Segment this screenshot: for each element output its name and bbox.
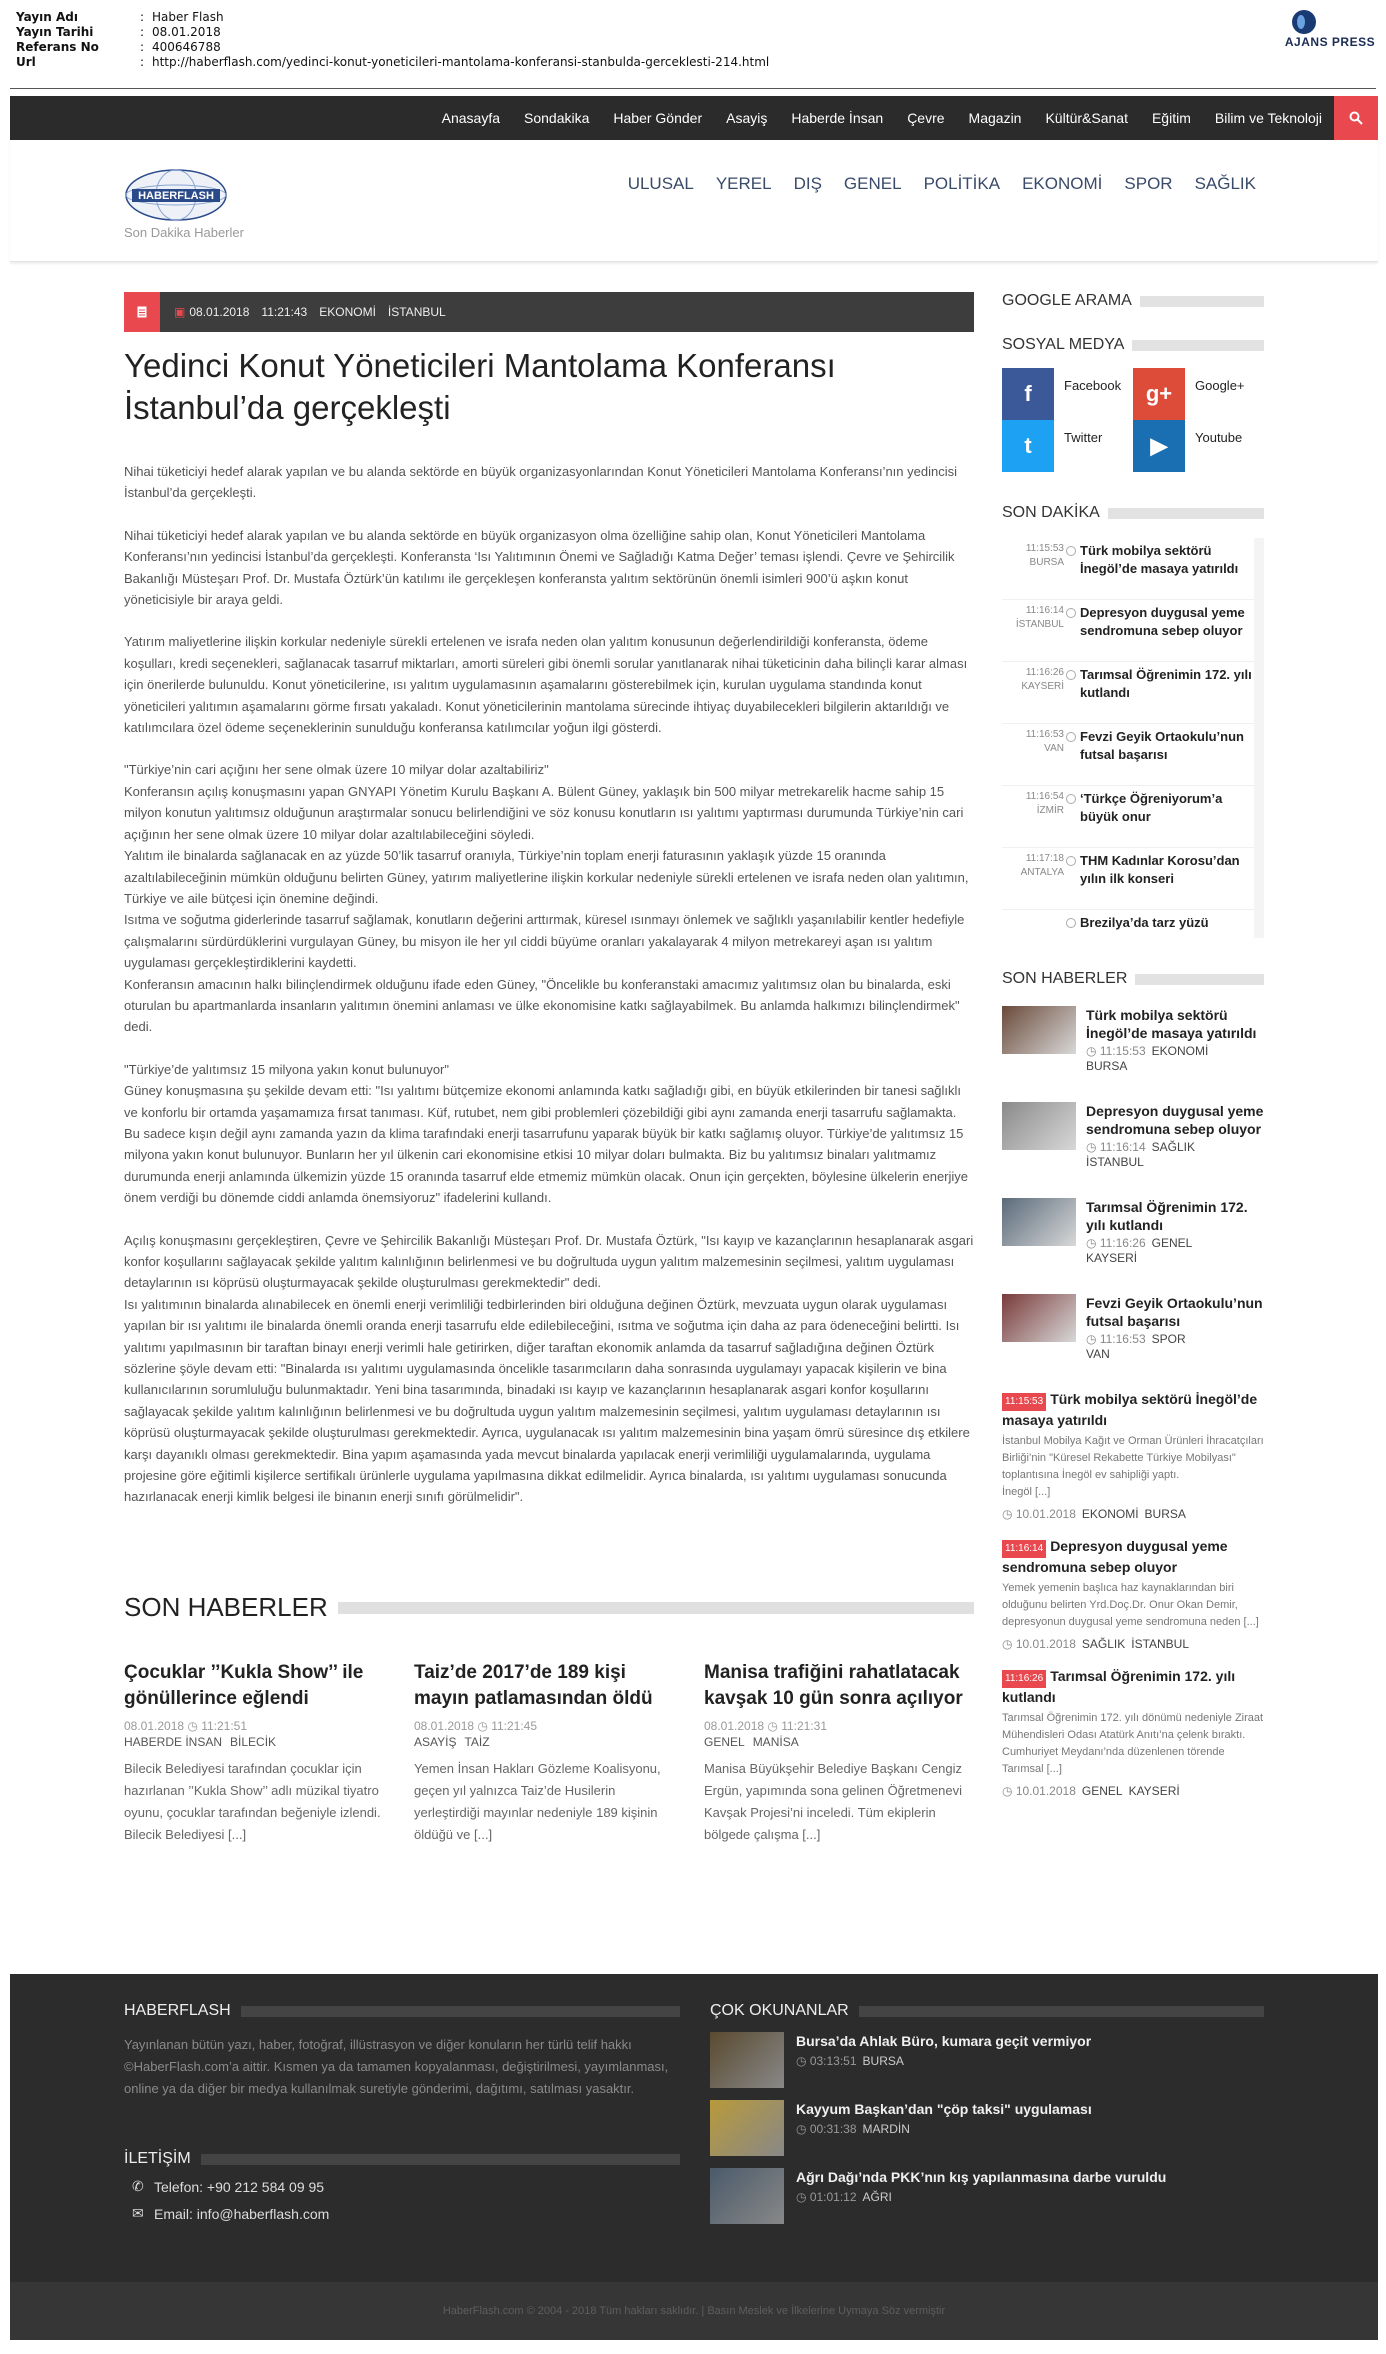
clock-icon: ◷: [1086, 1044, 1100, 1058]
card-date: 10.01.2018: [1015, 1784, 1076, 1798]
news-title[interactable]: Çocuklar ’’Kukla Show’’ ile gönüllerince eğlendi: [124, 1662, 364, 1709]
side-news-card[interactable]: [1002, 1667, 1264, 1798]
nav-item[interactable]: Haber Gönder: [613, 110, 703, 126]
social-link-youtube[interactable]: [1133, 420, 1264, 472]
side-news-category[interactable]: SPOR: [1151, 1332, 1186, 1346]
card-title[interactable]: Tarımsal Öğrenimin 172. yılı kutlandı: [1002, 1668, 1236, 1705]
side-news-time: 11:16:14: [1099, 1140, 1146, 1154]
clock-icon: ◷: [764, 1719, 782, 1733]
phone-icon: ✆: [132, 2178, 144, 2194]
widget-title: GOOGLE ARAMA: [1002, 292, 1132, 309]
meta-row: Yayın Adı : Haber Flash: [16, 10, 224, 24]
footer-contact: [124, 2150, 680, 2222]
side-news-item[interactable]: [1002, 1006, 1264, 1086]
article-city[interactable]: İSTANBUL: [387, 305, 446, 319]
card-date: 10.01.2018: [1015, 1637, 1076, 1651]
son-dakika-item[interactable]: [1002, 848, 1254, 910]
side-news-time: 11:16:26: [1099, 1236, 1146, 1250]
category-link[interactable]: SPOR: [1124, 174, 1173, 193]
clock-icon: ◷: [1086, 1236, 1100, 1250]
side-news-city[interactable]: VAN: [1086, 1347, 1110, 1361]
nav-item[interactable]: Haberde İnsan: [791, 110, 884, 126]
facebook-icon: f: [1002, 368, 1054, 420]
side-news-meta: [1086, 1236, 1264, 1266]
news-time: 11:21:45: [491, 1719, 538, 1733]
category-link[interactable]: POLİTİKA: [923, 174, 1001, 193]
side-news-time: 11:16:53: [1099, 1332, 1146, 1346]
article-category[interactable]: EKONOMİ: [319, 305, 376, 319]
news-card[interactable]: [124, 1660, 394, 1846]
category-link[interactable]: YEREL: [715, 174, 772, 193]
popular-city[interactable]: AĞRI: [862, 2190, 892, 2204]
social-label: Twitter: [1064, 430, 1103, 445]
card-time-badge: 11:16:26: [1002, 1670, 1046, 1688]
google-plus-icon: g+: [1133, 368, 1185, 420]
side-news-city[interactable]: KAYSERİ: [1086, 1251, 1138, 1265]
card-heading[interactable]: [1002, 1537, 1264, 1576]
card-category[interactable]: SAĞLIK: [1081, 1637, 1126, 1651]
news-category[interactable]: ASAYİŞ: [414, 1735, 457, 1749]
news-meta: [124, 1718, 394, 1750]
ajans-press-logo: [1280, 10, 1380, 49]
dakika-time: 11:17:18: [1025, 853, 1064, 864]
news-city[interactable]: TAİZ: [464, 1735, 490, 1749]
card-time-badge: 11:16:14: [1002, 1540, 1046, 1558]
card-desc: Yemek yemenin başlıca haz kaynaklarından biri olduğunu belirten Yrd.Doç.Dr. Onur Okan Demir, depresyonun duygusal yeme sendromuna neden [...]: [1002, 1582, 1259, 1628]
article-paragraph: "Türkiye’de yalıtımsız 15 milyona yakın konut bulunuyor" Güney konuşmasına şu şekilde devam etti: "Isı yalıtımı bütçemize ekonomi anlamında katkı sağladığı gibi, en büyük etkilerinden bir tanesi sağlıklı ve konforlu bir ortamda yaşamamıza fırsat tanıması. Küf, rutubet, nem gibi problemleri çözebildiği gibi aynı zamanda enerji tasarrufu sağlamakta. Bu sadece kışın değil aynı zamanda yazın da klima tarafındaki enerji tasarrufunu yaparak büyük bir katkı sağlamış oluyor. Türkiye’de yalıtımsız 15 milyona yakın konut bulunuyor. Bunların her yıl ülkenin cari ekonomisine etkisi 10 milyar doları bulmakta. Biz bu yalıtımsız binaları yalıtmamız durumunda enerji anlamında ülkemizin yüzde 15 oranında tasarruf elde etmemiz mümkün olacak. Onun için gerçekten, böylesine ülkelerin enerjiye önem verdiği bu dönemde ciddi anlamda önemsiyoruz" ifadelerini kullandı.: [124, 1061, 969, 1206]
clock-icon: ◷: [796, 2190, 810, 2204]
side-news-text: [1086, 1006, 1264, 1086]
meta-row: Url : http://haberflash.com/yedinci-konut-yoneticileri-mantolama-konferansi-stanbulda-gerceklesti-214.html: [16, 55, 770, 69]
haberflash-logo[interactable]: [124, 168, 228, 222]
news-desc: Yemen İnsan Hakları Gözleme Koalisyonu, geçen yıl yalnızca Taiz’de Husilerin yerleştirdiği mayınlar nedeniyle 189 kişinin öldüğü ve [...]: [414, 1761, 661, 1842]
son-dakika-item[interactable]: [1002, 786, 1254, 848]
nav-item[interactable]: Magazin: [968, 110, 1022, 126]
article-paragraph: Nihai tüketiciyi hedef alarak yapılan ve bu alanda sektörde en büyük organizasyonlarından Konut Yöneticileri Mantolama Konferansı’nın yedincisi İstanbul’da gerçekleşti.: [124, 464, 957, 501]
dakika-time: 11:16:14: [1025, 605, 1064, 616]
ajans-logo-icon: [1292, 10, 1316, 34]
ajans-logo-text: AJANS PRESS: [1284, 35, 1376, 49]
dakika-city: İSTANBUL: [1015, 619, 1064, 630]
divider: [10, 88, 1376, 89]
meta-url[interactable]: http://haberflash.com/yedinci-konut-yoneticileri-mantolama-konferansi-stanbulda-gerceklesti-214.html: [152, 55, 770, 69]
calendar-icon: ▣: [174, 305, 186, 319]
news-category[interactable]: GENEL: [704, 1735, 745, 1749]
category-link[interactable]: SAĞLIK: [1194, 174, 1256, 193]
footer: [10, 1974, 1378, 2282]
site-subtitle: Son Dakika Haberler: [124, 225, 244, 240]
meta-key: Yayın Adı: [16, 10, 78, 24]
footer-popular: [710, 2002, 1264, 2224]
card-meta: [1002, 1784, 1264, 1798]
social-link-twitter[interactable]: [1002, 420, 1133, 472]
category-link[interactable]: DIŞ: [793, 174, 822, 193]
social-label: Youtube: [1195, 430, 1243, 445]
side-news-card[interactable]: [1002, 1537, 1264, 1651]
side-news-category[interactable]: EKONOMİ: [1151, 1044, 1209, 1058]
clock-icon: ◷: [1002, 1637, 1016, 1651]
dakika-city: BURSA: [1029, 557, 1064, 568]
popular-thumbnail[interactable]: [710, 2032, 784, 2088]
son-haberler-heading: [124, 1592, 974, 1623]
son-dakika-item[interactable]: [1002, 662, 1254, 724]
footer-about-text: Yayınlanan bütün yazı, haber, fotoğraf, illüstrasyon ve diğer konuların her türlü telif hakkı ©HaberFlash.com’a aittir. Kısmen ya da tamamen kopyalanması, değiştirilmesi, yayımlanması, online ya da diğer bir medya kullanılmak suretiyle gönderimi, dağıtımı, satılması yasaktır.: [124, 2037, 669, 2096]
scrollbar[interactable]: [1254, 538, 1264, 938]
main-nav: [10, 96, 1378, 140]
popular-title[interactable]: Bursa’da Ahlak Büro, kumara geçit vermiyor: [796, 2033, 1092, 2049]
dakika-meta: [1002, 852, 1072, 905]
popular-time: 00:31:38: [809, 2122, 857, 2136]
popular-city[interactable]: MARDİN: [862, 2122, 910, 2136]
footer-title: ÇOK OKUNANLAR: [710, 2002, 849, 2019]
card-category[interactable]: EKONOMİ: [1081, 1507, 1139, 1521]
side-news-category[interactable]: GENEL: [1151, 1236, 1193, 1250]
news-title[interactable]: Taiz’de 2017’de 189 kişi mayın patlamasından öldü: [414, 1662, 653, 1709]
meta-value: 400646788: [152, 40, 221, 54]
meta-row: Referans No : 400646788: [16, 40, 221, 54]
side-news-meta: [1086, 1140, 1264, 1170]
news-meta: [704, 1718, 974, 1750]
dakika-city: VAN: [1044, 743, 1064, 754]
popular-city[interactable]: BURSA: [862, 2054, 904, 2068]
son-dakika-item[interactable]: [1002, 600, 1254, 662]
popular-time: 01:01:12: [809, 2190, 857, 2204]
card-time-badge: 11:15:53: [1002, 1393, 1046, 1411]
popular-thumbnail[interactable]: [710, 2100, 784, 2156]
side-news-title[interactable]: Türk mobilya sektörü İnegöl’de masaya yatırıldı: [1086, 1007, 1257, 1041]
card-title[interactable]: Depresyon duygusal yeme sendromuna sebep oluyor: [1002, 1538, 1228, 1575]
footer-title: HABERFLASH: [124, 2002, 231, 2019]
meta-key: Referans No: [16, 40, 99, 54]
side-news-city[interactable]: İSTANBUL: [1086, 1155, 1144, 1169]
google-search-widget: [1002, 290, 1264, 312]
publication-meta: [16, 10, 769, 70]
dakika-time: 11:16:54: [1025, 791, 1064, 802]
footer-title: İLETİŞİM: [124, 2150, 191, 2167]
widget-title: SON DAKİKA: [1002, 504, 1100, 521]
side-news-item[interactable]: [1002, 1102, 1264, 1182]
side-news-title[interactable]: Tarımsal Öğrenimin 172. yılı kutlandı: [1086, 1199, 1248, 1233]
clock-icon: ◷: [1002, 1784, 1016, 1798]
popular-item[interactable]: [710, 2100, 1264, 2156]
copyright: HaberFlash.com © 2004 - 2018 Tüm hakları saklıdır. | Basın Meslek ve İlkelerine Uymaya Söz vermiştir: [10, 2282, 1378, 2340]
card-city[interactable]: KAYSERİ: [1128, 1784, 1180, 1798]
nav-items: [418, 96, 1322, 140]
card-title[interactable]: Türk mobilya sektörü İnegöl’de masaya yatırıldı: [1002, 1391, 1258, 1428]
nav-item[interactable]: Eğitim: [1151, 110, 1191, 126]
news-category[interactable]: HABERDE İNSAN: [124, 1735, 223, 1749]
dakika-title[interactable]: THM Kadınlar Korosu’dan yılın ilk konseri: [1072, 852, 1254, 905]
news-desc: Manisa Büyükşehir Belediye Başkanı Cengiz Ergün, yapımında sona gelinen Öğretmenevi Kavşak Projesi’ni inceledi. Tüm ekiplerin bölgede çalışma [...]: [704, 1761, 962, 1842]
popular-item[interactable]: [710, 2032, 1264, 2088]
clock-icon: ◷: [474, 1719, 492, 1733]
nav-item[interactable]: Anasayfa: [441, 110, 500, 126]
widget-title: SON HABERLER: [1002, 970, 1128, 987]
side-news-time: 11:15:53: [1099, 1044, 1146, 1058]
card-desc: İstanbul Mobilya Kağıt ve Orman Ürünleri İhracatçıları Birliği’nin "Küresel Rekabette Türkiye Mobilyası" toplantısına İnegöl ev sahipliği yaptı. İnegöl [...]: [1002, 1435, 1264, 1498]
social-link-facebook[interactable]: [1002, 368, 1133, 420]
side-news-text: [1086, 1102, 1264, 1182]
popular-title[interactable]: Ağrı Dağı’nda PKK’nın kış yapılanmasına darbe vuruldu: [796, 2169, 1167, 2185]
card-city[interactable]: İSTANBUL: [1131, 1637, 1190, 1651]
card-date: 10.01.2018: [1015, 1507, 1076, 1521]
nav-item[interactable]: Kültür&Sanat: [1045, 110, 1128, 126]
popular-time: 03:13:51: [809, 2054, 857, 2068]
dakika-title[interactable]: ‘Türkçe Öğreniyorum’a büyük onur: [1072, 790, 1254, 843]
twitter-icon: t: [1002, 420, 1054, 472]
news-city[interactable]: BİLECİK: [230, 1735, 277, 1749]
article-date: 08.01.2018: [189, 305, 250, 319]
clock-icon: ◷: [796, 2122, 810, 2136]
nav-item[interactable]: Sondakika: [524, 110, 590, 126]
dakika-meta: [1002, 914, 1072, 938]
dakika-meta: [1002, 604, 1072, 657]
card-heading[interactable]: [1002, 1667, 1264, 1706]
article-title: Yedinci Konut Yöneticileri Mantolama Konferansı İstanbul’da gerçekleşti: [124, 347, 836, 426]
side-news-text: [1086, 1294, 1264, 1374]
article-time: 11:21:43: [261, 305, 308, 319]
card-desc: Tarımsal Öğrenimin 172. yılı dönümü nedeniyle Ziraat Mühendisleri Odası Atatürk Anıtı’na çelenk bıraktı. Cumhuriyet Meydanı’nda düzenlenen törende Tarımsal [...]: [1002, 1712, 1264, 1775]
youtube-icon: ▶: [1133, 420, 1185, 472]
card-category[interactable]: GENEL: [1081, 1784, 1123, 1798]
side-news-item[interactable]: [1002, 1294, 1264, 1374]
widget-title: SOSYAL MEDYA: [1002, 336, 1125, 353]
footer-about: [124, 2002, 680, 2100]
popular-thumbnail[interactable]: [710, 2168, 784, 2224]
social-label: Facebook: [1064, 378, 1122, 393]
popular-meta: [796, 2190, 1166, 2204]
son-haberler-cards: [1002, 1390, 1264, 1798]
meta-value: 08.01.2018: [152, 25, 221, 39]
clock-icon: ◷: [1086, 1332, 1100, 1346]
popular-text: [796, 2032, 1091, 2088]
category-link[interactable]: ULUSAL: [627, 174, 694, 193]
news-desc: Bilecik Belediyesi tarafından çocuklar için hazırlanan ’’Kukla Show’’ adlı müzikal tiyatro oyunu, çocuklar tarafından beğeniyle izlendi. Bilecik Belediyesi [...]: [124, 1761, 381, 1842]
social-label: Google+: [1195, 378, 1245, 393]
article-paragraph: Açılış konuşmasını gerçekleştiren, Çevre ve Şehircilik Bakanlığı Müsteşarı Prof. Dr. Mustafa Öztürk, "Isı kayıp ve kazançlarının hesaplanarak asgari konfor koşullarını sağlayacak şekilde yalıtım kalınlığının belirlenmesi ve bu doğrultuda uygun yalıtım malzemesinin seçilmesi, yalıtım uygulaması detaylarının ısı köprüsü oluşturmayacak şekilde oluşturulması gerekmektedir" dedi. Isı yalıtımının binalarda alınabilecek en önemli enerji verimliliği tedbirlerinden biri olduğuna değinen Öztürk, mevzuata uygun olarak uygulaması yapılan bir ısı yalıtımı ile binalarda önemli oranda enerji tasarrufu elde edilebileceğini, ısıtma ve soğutma için daha az para ödeneceğini belirtti. Isı yalıtımı yapılmasının bir taraftan binayı enerji verimli hale getirirken, diğer taraftan ekonomik anlamda da tasarruf sağladığına değinen Öztürk sözlerine şöyle devam etti: "Binalarda ısı yalıtımı uygulamasında öncelikle tasarımcıların daha sonrasında uygulamayı yapacak kişilerin ve bina kullanıcılarının sorumluluğu bulunmaktadır. Yeni bina tasarımında, binadaki ısı kayıp ve kazançlarının hesaplanarak asgari konfor koşullarını sağlayacak şekilde yalıtım kalınlığının belirlenmesi ve bu doğrultuda uygun yalıtım malzemesinin seçilmesi, yalıtım uygulaması detaylarının ısı köprüsü oluşturmayacak şekilde oluşturulması gerekmektedir. Ayrıca, uygulanacak ısı yalıtım malzemesinin bina yaşam ömrü süresince dış etkilere karşı dayanıklı olması gerekmektedir. Bina yapım aşamasında yada mevcut binalarda yapılacak enerji verimliliği uygulamalarında, uygulama projesine göre eğitimli kişilerce sertifikalı ürünlerle uygulama yapılmasına dikkat edilmelidir. Ayrıca binalarda, ısı yalıtımı uygulaması sonucunda hazırlanacak enerji kimlik belgesi ile binanın enerji sınıfı görülmelidir".: [124, 1232, 974, 1505]
side-news-title[interactable]: Depresyon duygusal yeme sendromuna sebep oluyor: [1086, 1103, 1264, 1137]
dakika-time: 11:16:53: [1025, 729, 1064, 740]
card-meta: [1002, 1507, 1264, 1521]
article-meta-bar: [124, 292, 974, 332]
clock-icon: ◷: [796, 2054, 810, 2068]
dakika-meta: [1002, 790, 1072, 843]
article-meta: [174, 305, 458, 319]
dakika-meta: [1002, 728, 1072, 781]
dakika-city: ANTALYA: [1020, 867, 1064, 878]
nav-item[interactable]: Asayiş: [726, 110, 768, 126]
meta-key: Yayın Tarihi: [16, 25, 94, 39]
news-date: 08.01.2018: [124, 1719, 185, 1733]
social-link-google-plus[interactable]: [1133, 368, 1264, 420]
news-card[interactable]: [704, 1660, 974, 1846]
dakika-title[interactable]: Türk mobilya sektörü İnegöl’de masaya yatırıldı: [1072, 542, 1254, 595]
nav-item[interactable]: Bilim ve Teknoloji: [1214, 110, 1322, 126]
dakika-meta: [1002, 542, 1072, 595]
popular-title[interactable]: Kayyum Başkan’dan "çöp taksi" uygulaması: [796, 2101, 1092, 2117]
popular-list: [710, 2032, 1264, 2224]
clock-icon: ◷: [184, 1719, 202, 1733]
card-meta: [1002, 1637, 1264, 1651]
news-thumbnail[interactable]: [1002, 1294, 1076, 1342]
category-link[interactable]: GENEL: [843, 174, 902, 193]
logo-text: HABERFLASH: [138, 190, 214, 202]
meta-value: Haber Flash: [152, 10, 224, 24]
news-card[interactable]: [414, 1660, 684, 1846]
card-city[interactable]: BURSA: [1144, 1507, 1186, 1521]
clock-icon: ◷: [1002, 1507, 1016, 1521]
search-icon: [1349, 111, 1363, 125]
news-thumbnail[interactable]: [1002, 1006, 1076, 1054]
category-link[interactable]: EKONOMİ: [1022, 174, 1103, 193]
side-news-item[interactable]: [1002, 1198, 1264, 1278]
side-news-card[interactable]: [1002, 1390, 1264, 1521]
side-news-category[interactable]: SAĞLIK: [1151, 1140, 1195, 1154]
dakika-title[interactable]: Brezilya’da tarz yüzü: [1072, 914, 1254, 938]
side-news-city[interactable]: BURSA: [1086, 1059, 1128, 1073]
meta-key: Url: [16, 55, 36, 69]
nav-item[interactable]: Çevre: [907, 110, 945, 126]
site-header: [10, 140, 1378, 262]
article-paragraph: "Türkiye’nin cari açığını her sene olmak üzere 10 milyar dolar azaltabiliriz" Konferansın açılış konuşmasını yapan GNYAPI Yönetim Kurulu Başkanı A. Bülent Güney, yaklaşık bin 500 milyar metrekarelik hacme sahip 15 milyon konutun yalıtımsız olduğunun araştırmalar sonucu belirlendiğini ve söz konusu konutların ısı yalıtımı yaptırması durumunda Türkiye’nin cari açığının her sene olmak üzere 10 milyar dolar azaltılabileceğini söyledi. Yalıtım ile binalarda sağlanacak en az yüzde 50’lik tasarruf oranıyla, Türkiye’nin toplam enerji faturasının yaklaşık yüzde 15 oranında azaltılabileceğinin mümkün olduğunu belirten Güney, yatırım maliyetlerine ilişkin korkular nedeniyle sürekli ertelenen ve israfa neden olan yalıtımın, Türkiye ve aile bütçesi için önemine değindi. Isıtma ve soğutma giderlerinde tasarruf sağlamak, konutların değerini arttırmak, küresel ısınmayı önlemek ve sağlıklı yaşanılabilir kentler hedefiyle çalışmalarını sürdürdüklerini vurgulayan Güney, bu misyon ile her yıl ciddi büyüme oranları yakalayarak 4 milyon metrekareyi aşan ısı yalıtım uygulaması gerçekleştirdiklerini kaydetti. Konferansın amacının halkı bilinçlendirmek olduğunu ifade eden Güney, "Öncelikle bu konferanstaki amacımız yalıtımsız olan bu binalarda, eski oturulan bu apartmanlarda insanların yalıtımın önemini anlaması ve ülke ekonomisine katkı sağlayabilmek. Bu anlamda halkımızı bilinçlendirmek" dedi.: [124, 762, 969, 1035]
dakika-city: KAYSERİ: [1021, 681, 1064, 692]
news-time: 11:21:31: [781, 1719, 828, 1733]
popular-meta: [796, 2122, 1092, 2136]
envelope-icon: ✉: [132, 2205, 144, 2221]
news-time: 11:21:51: [201, 1719, 248, 1733]
card-heading[interactable]: [1002, 1390, 1264, 1429]
footer-phone[interactable]: Telefon: +90 212 584 09 95: [154, 2178, 325, 2195]
dakika-time: 11:15:53: [1025, 543, 1064, 554]
popular-text: [796, 2100, 1092, 2156]
dakika-title[interactable]: Depresyon duygusal yeme sendromuna sebep oluyor: [1072, 604, 1254, 657]
dakika-time: 11:16:26: [1025, 667, 1064, 678]
article-paragraph: Yatırım maliyetlerine ilişkin korkular nedeniyle sürekli ertelenen ve israfa neden olan yalıtım konusunun değerlendirildiği konferansta, ödeme koşulları, kredi seçenekleri, sağlanacak tasarruf miktarları, amorti süreleri gibi önemli sorular yanıtlanarak nihai tüketicinin daha bilinçli karar alması için önerilerde bulunuldu. Konut yöneticilerine, ısı yalıtım uygulamasının aşamalarını gösterebilmek için, kurulan uygulama standında konut yöneticileri yalıtımın aşamalarını görme fırsatı yakaladı. Konut yöneticilerinin mantolama sürecinde ihtiyaç duyabilecekleri bilgilerin aktarıldığı ve katılımcılara özel ödeme seçeneklerinin sunulduğu konferansa katılımcılar yoğun ilgi gösterdi.: [124, 634, 968, 736]
son-haberler-grid: [124, 1660, 974, 1846]
clock-icon: ◷: [1086, 1140, 1100, 1154]
side-news-text: [1086, 1198, 1264, 1278]
side-news-title[interactable]: Fevzi Geyik Ortaokulu’nun futsal başarısı: [1086, 1295, 1263, 1329]
popular-text: [796, 2168, 1166, 2224]
article-paragraph: Nihai tüketiciyi hedef alarak yapılan ve bu alanda sektörde en büyük organizasyon olma özelliğine sahip olan, Konut Yöneticileri Mantolama Konferansı’nın yedincisi İstanbul’da gerçekleşti. Konferansta ‘Isı Yalıtımının Önemi ve Sağladığı Katma Değer’ teması işlendi. Çevre ve Şehircilik Bakanlığı Müsteşarı Prof. Dr. Mustafa Öztürk’ün katılımı ile gerçekleşen konferansta yalıtım sektörünün önemli isimleri 900’ü aşkın konut yöneticisiyle bir araya geldi.: [124, 527, 955, 608]
dakika-city: İZMİR: [1036, 805, 1064, 816]
document-icon: [124, 292, 160, 332]
category-menu: [606, 174, 1256, 194]
popular-item[interactable]: [710, 2168, 1264, 2224]
news-meta: [414, 1718, 684, 1750]
footer-email[interactable]: Email: info@haberflash.com: [154, 2205, 330, 2222]
social-media-widget: [1002, 334, 1264, 472]
news-thumbnail[interactable]: [1002, 1102, 1076, 1150]
son-dakika-item[interactable]: [1002, 910, 1254, 938]
news-city[interactable]: MANİSA: [752, 1735, 799, 1749]
son-dakika-widget: [1002, 502, 1264, 938]
son-haberler-list: [1002, 1006, 1264, 1374]
side-news-meta: [1086, 1044, 1264, 1074]
search-button[interactable]: [1334, 96, 1378, 140]
son-dakika-list[interactable]: [1002, 538, 1264, 938]
news-date: 08.01.2018: [414, 1719, 475, 1733]
scroll-thumb[interactable]: [1255, 552, 1263, 912]
dakika-title[interactable]: Fevzi Geyik Ortaokulu’nun futsal başarısı: [1072, 728, 1254, 781]
dakika-meta: [1002, 666, 1072, 719]
popular-meta: [796, 2054, 1091, 2068]
son-haberler-widget: [1002, 968, 1264, 1798]
son-dakika-item[interactable]: [1002, 724, 1254, 786]
news-title[interactable]: Manisa trafiğini rahatlatacak kavşak 10 gün sonra açılıyor: [704, 1662, 963, 1709]
dakika-title[interactable]: Tarımsal Öğrenimin 172. yılı kutlandı: [1072, 666, 1254, 719]
section-title: SON HABERLER: [124, 1592, 328, 1622]
news-thumbnail[interactable]: [1002, 1198, 1076, 1246]
article-body: [124, 461, 974, 1529]
news-date: 08.01.2018: [704, 1719, 765, 1733]
side-news-meta: [1086, 1332, 1264, 1362]
social-links: [1002, 368, 1264, 472]
son-dakika-item[interactable]: [1002, 538, 1254, 600]
meta-row: Yayın Tarihi : 08.01.2018: [16, 25, 221, 39]
